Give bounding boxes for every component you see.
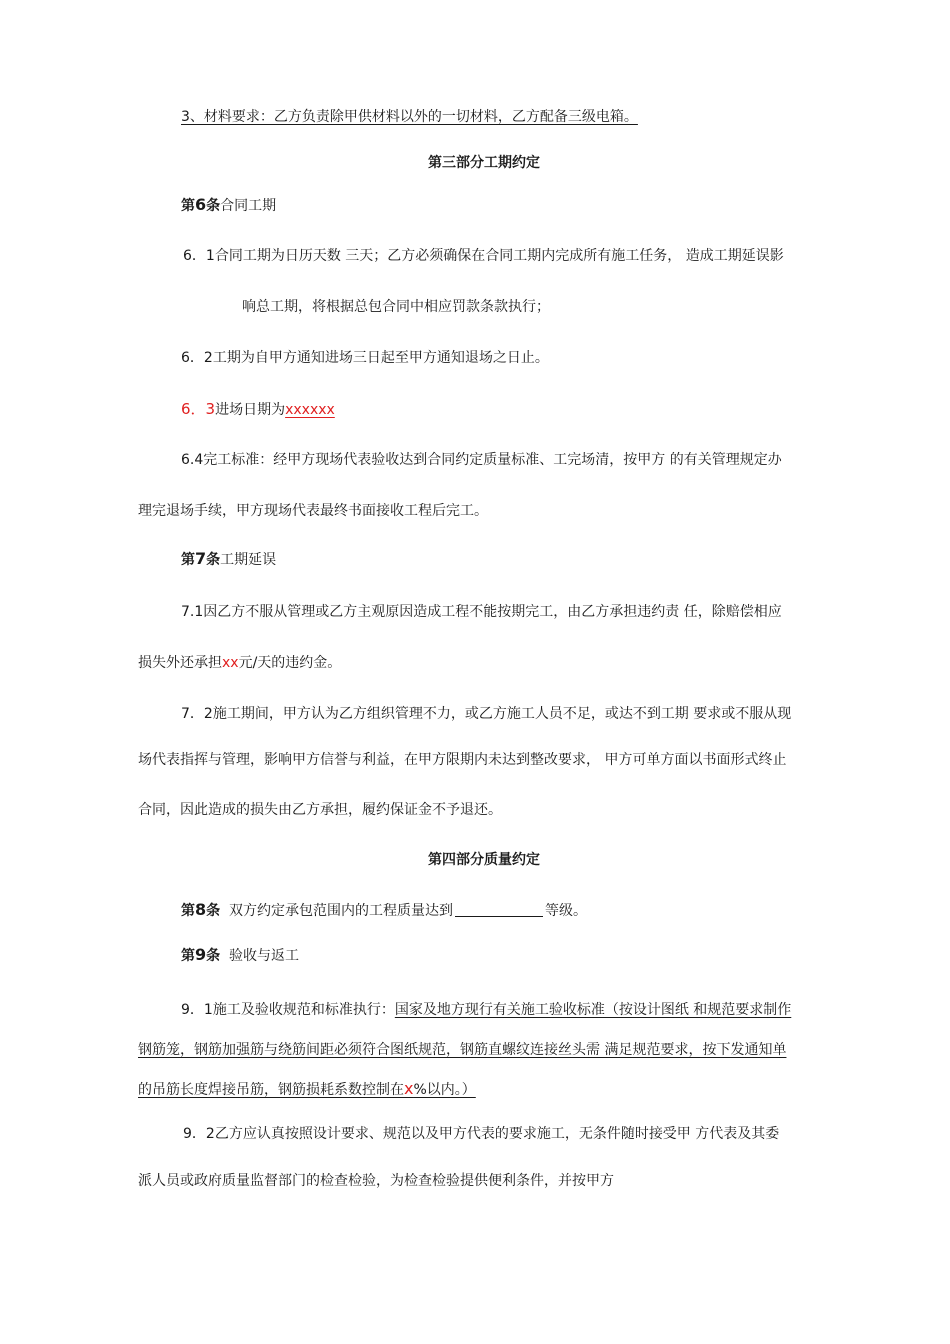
- article-number: 6: [195, 195, 207, 214]
- entry-date-value: xxxxxx: [285, 402, 335, 418]
- article-title: 工期延误: [220, 552, 277, 568]
- article-prefix: 第: [181, 903, 195, 919]
- clause-9-1-text: 9．1施工及验收规范和标准执行：: [181, 1002, 395, 1018]
- clause-7-2-line3: 合同，因此造成的损失由乙方承担，履约保证金不予退还。: [138, 802, 502, 818]
- clause-6-3-text: 进场日期为: [215, 402, 286, 418]
- clause-6-3: [181, 399, 335, 420]
- article-7-heading: [181, 549, 276, 570]
- clause-9-1-line3: [138, 1079, 476, 1100]
- clause-9-1-line2: 钢筋笼，钢筋加强筋与绕筋间距必须符合图纸规范，钢筋直螺纹连接丝头需 满足规范要求，按下发通知单: [138, 1042, 787, 1058]
- clause-7-1-text-end: 元/天的违约金。: [238, 655, 342, 671]
- clause-6-4-line1: 6.4完工标准：经甲方现场代表验收达到合同约定质量标准、工完场清，按甲方 的有关管理规定办: [181, 452, 782, 468]
- loss-coefficient-value: x: [404, 1079, 414, 1098]
- clause-9-1-line1: [181, 1000, 791, 1020]
- article-9-heading: [181, 945, 299, 966]
- clause-9-2-line1: 9．2乙方应认真按照设计要求、规范以及甲方代表的要求施工，无条件随时接受甲 方代表及其委: [183, 1126, 780, 1142]
- clause-6-4-line2: 理完退场手续，甲方现场代表最终书面接收工程后完工。: [138, 503, 488, 519]
- clause-9-1-text-c: 的吊筋长度焊接吊筋，钢筋损耗系数控制在: [138, 1082, 404, 1098]
- article-title: 合同工期: [220, 198, 277, 214]
- clause-7-2-line1: 7．2施工期间，甲方认为乙方组织管理不力，或乙方施工人员不足，或达不到工期 要求或不服从现: [181, 706, 792, 722]
- clause-6-2: 6．2工期为自甲方通知进场三日起至甲方通知退场之日止。: [181, 350, 549, 366]
- article-suffix: 条: [206, 903, 221, 919]
- clause-7-1-text: 损失外还承担: [138, 655, 222, 671]
- article-suffix: 条: [206, 198, 221, 214]
- clause-7-1-line2: [138, 653, 341, 673]
- clause-6-1-line2: 响总工期，将根据总包合同中相应罚款条款执行；: [242, 299, 550, 315]
- material-requirement: 3、材料要求：乙方负责除甲供材料以外的一切材料，乙方配备三级电箱。: [181, 109, 638, 125]
- clause-9-1-standard: 国家及地方现行有关施工验收标准（按设计图纸 和规范要求制作: [394, 1002, 792, 1018]
- article-suffix: 条: [206, 948, 221, 964]
- clause-9-1-text-end: %以内。）: [413, 1082, 476, 1098]
- article-8: [181, 900, 587, 921]
- clause-7-2-line2: 场代表指挥与管理，影响甲方信誉与利益，在甲方限期内未达到整改要求， 甲方可单方面以书面形式终止: [138, 752, 787, 768]
- article-suffix: 条: [206, 552, 221, 568]
- clause-6-1-line1: 6．1合同工期为日历天数 三天；乙方必须确保在合同工期内完成所有施工任务， 造成工期延误影: [183, 248, 784, 264]
- article-8-text-end: 等级。: [545, 903, 588, 919]
- article-number: 9: [195, 945, 207, 964]
- article-6-heading: [181, 195, 276, 216]
- article-prefix: 第: [181, 948, 195, 964]
- clause-6-3-number: 6．3: [181, 400, 216, 418]
- article-8-text: 双方约定承包范围内的工程质量达到: [229, 903, 454, 919]
- article-title: 验收与返工: [229, 948, 300, 964]
- article-prefix: 第: [181, 552, 195, 568]
- quality-level-blank: [455, 902, 543, 917]
- penalty-value: xx: [222, 655, 239, 671]
- article-prefix: 第: [181, 198, 195, 214]
- part3-heading: 第三部分工期约定: [428, 155, 540, 171]
- article-number: 8: [195, 900, 207, 919]
- clause-9-2-line2: 派人员或政府质量监督部门的检查检验，为检查检验提供便利条件，并按甲方: [138, 1173, 614, 1189]
- part4-heading: 第四部分质量约定: [428, 852, 540, 868]
- clause-7-1-line1: 7.1因乙方不服从管理或乙方主观原因造成工程不能按期完工，由乙方承担违约责 任，除赔偿相应: [181, 604, 782, 620]
- article-number: 7: [195, 549, 207, 568]
